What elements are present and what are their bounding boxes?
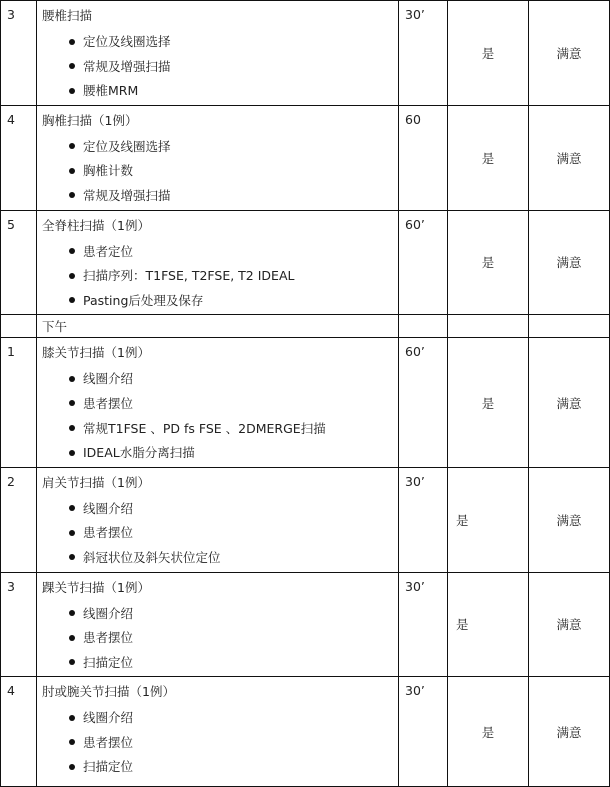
list-item (42, 498, 398, 523)
completed-cell (448, 467, 529, 572)
list-item (42, 185, 398, 210)
rating-cell (529, 210, 610, 315)
step-list (42, 603, 398, 677)
rating-value: 满意 (556, 255, 582, 271)
completed-value: 是 (481, 724, 495, 740)
step-text: 线圈介绍 (83, 605, 134, 621)
row-number: 3 (1, 572, 37, 677)
table-row (1, 210, 610, 315)
bullet-icon (69, 63, 75, 69)
list-item (42, 241, 398, 266)
bullet-icon (69, 554, 75, 560)
step-list (42, 31, 398, 105)
list-item (42, 652, 398, 677)
completed-cell (448, 572, 529, 677)
bullet-icon (69, 659, 75, 665)
rating-value: 满意 (556, 724, 582, 740)
rating-value: 满意 (556, 150, 582, 166)
exam-title: 肘或腕关节扫描（1例） (42, 684, 175, 700)
table-row (1, 1, 610, 106)
step-text: 腰椎MRM (83, 83, 139, 99)
bullet-icon (69, 764, 75, 770)
completed-value: 是 (456, 617, 469, 633)
list-item (42, 418, 398, 443)
exam-cell (37, 572, 399, 677)
row-number: 2 (1, 467, 37, 572)
bullet-icon (69, 192, 75, 198)
bullet-icon (69, 505, 75, 511)
empty-cell (399, 315, 448, 338)
rating-cell (529, 572, 610, 677)
duration: 30’ (399, 677, 448, 787)
list-item (42, 603, 398, 628)
completed-value: 是 (481, 395, 495, 411)
rating-cell (529, 1, 610, 106)
bullet-icon (69, 39, 75, 45)
exam-cell (37, 210, 399, 315)
duration: 60 (399, 105, 448, 210)
rating-value: 满意 (556, 617, 582, 633)
bullet-icon (69, 168, 75, 174)
step-text: 定位及线圈选择 (83, 34, 171, 49)
bullet-icon (69, 273, 75, 279)
list-item (42, 707, 398, 732)
step-list (42, 368, 398, 466)
table-row (1, 572, 610, 677)
list-item (42, 136, 398, 161)
bullet-icon (69, 530, 75, 536)
rating-value: 满意 (556, 512, 582, 528)
step-list (42, 136, 398, 210)
step-text: 扫描定位 (83, 759, 134, 775)
row-number: 1 (1, 338, 37, 467)
exam-cell (37, 338, 399, 467)
completed-value: 是 (481, 150, 495, 166)
step-list (42, 498, 398, 572)
duration: 30’ (399, 572, 448, 677)
step-text: 常规T1FSE 、PD fs FSE 、2DMERGE扫描 (83, 420, 326, 436)
step-text: 线圈介绍 (83, 500, 134, 516)
bullet-icon (69, 425, 75, 431)
row-number: 3 (1, 1, 37, 106)
step-text: 患者摆位 (83, 630, 134, 646)
list-item (42, 547, 398, 572)
rating-cell (529, 338, 610, 467)
table-row (1, 677, 610, 787)
bullet-icon (69, 715, 75, 721)
exam-title: 踝关节扫描（1例） (42, 579, 150, 595)
step-text: 患者摆位 (83, 734, 134, 750)
bullet-icon (69, 610, 75, 616)
row-number: 4 (1, 105, 37, 210)
exam-title: 膝关节扫描（1例） (42, 345, 150, 361)
section-label: 下午 (37, 315, 399, 338)
step-list (42, 707, 398, 781)
completed-cell (448, 210, 529, 315)
step-text: 线圈介绍 (83, 371, 134, 387)
list-item (42, 442, 398, 467)
exam-title: 肩关节扫描（1例） (42, 474, 150, 490)
list-item (42, 56, 398, 81)
empty-cell (448, 315, 529, 338)
completed-cell (448, 338, 529, 467)
exam-cell (37, 677, 399, 787)
bullet-icon (69, 400, 75, 406)
row-number: 4 (1, 677, 37, 787)
step-text: 常规及增强扫描 (83, 58, 171, 74)
step-text: 常规及增强扫描 (83, 187, 171, 203)
rating-cell (529, 105, 610, 210)
step-text: 患者摆位 (83, 525, 134, 541)
step-text: 斜冠状位及斜矢状位定位 (83, 549, 221, 565)
list-item (42, 160, 398, 185)
bullet-icon (69, 635, 75, 641)
bullet-icon (69, 297, 75, 303)
completed-value: 是 (456, 512, 469, 528)
rating-value: 满意 (556, 395, 582, 411)
step-text: 胸椎计数 (83, 163, 134, 179)
duration: 30’ (399, 1, 448, 106)
step-text: IDEAL水脂分离扫描 (83, 445, 195, 461)
bullet-icon (69, 376, 75, 382)
step-text: 扫描序列：T1FSE, T2FSE, T2 IDEAL (83, 268, 295, 284)
exam-title: 全脊柱扫描（1例） (42, 217, 150, 233)
completed-cell (448, 677, 529, 787)
list-item (42, 756, 398, 781)
list-item (42, 732, 398, 757)
bullet-icon (69, 143, 75, 149)
completed-cell (448, 1, 529, 106)
empty-cell (529, 315, 610, 338)
list-item (42, 290, 398, 315)
list-item (42, 627, 398, 652)
rating-cell (529, 677, 610, 787)
list-item (42, 265, 398, 290)
exam-title: 胸椎扫描（1例） (42, 112, 138, 128)
step-text: 扫描定位 (83, 654, 134, 670)
list-item (42, 522, 398, 547)
list-item (42, 31, 398, 56)
completed-value: 是 (481, 255, 495, 271)
row-number: 5 (1, 210, 37, 315)
exam-title: 腰椎扫描 (42, 8, 93, 23)
bullet-icon (69, 739, 75, 745)
step-text: 定位及线圈选择 (83, 138, 171, 154)
bullet-icon (69, 88, 75, 94)
list-item (42, 368, 398, 393)
step-text: Pasting后处理及保存 (83, 292, 204, 308)
table-row (1, 467, 610, 572)
duration: 60’ (399, 338, 448, 467)
step-text: 患者定位 (83, 243, 134, 259)
bullet-icon (69, 450, 75, 456)
list-item (42, 80, 398, 105)
exam-cell (37, 1, 399, 106)
table-row (1, 105, 610, 210)
rating-cell (529, 467, 610, 572)
duration: 60’ (399, 210, 448, 315)
exam-cell (37, 467, 399, 572)
step-text: 患者摆位 (83, 395, 134, 411)
table-row (1, 338, 610, 467)
section-row (1, 315, 610, 338)
duration: 30’ (399, 467, 448, 572)
empty-cell (1, 315, 37, 338)
rating-value: 满意 (556, 45, 582, 61)
completed-cell (448, 105, 529, 210)
exam-cell (37, 105, 399, 210)
step-text: 线圈介绍 (83, 710, 134, 726)
step-list (42, 241, 398, 315)
completed-value: 是 (481, 45, 495, 61)
list-item (42, 393, 398, 418)
bullet-icon (69, 248, 75, 254)
